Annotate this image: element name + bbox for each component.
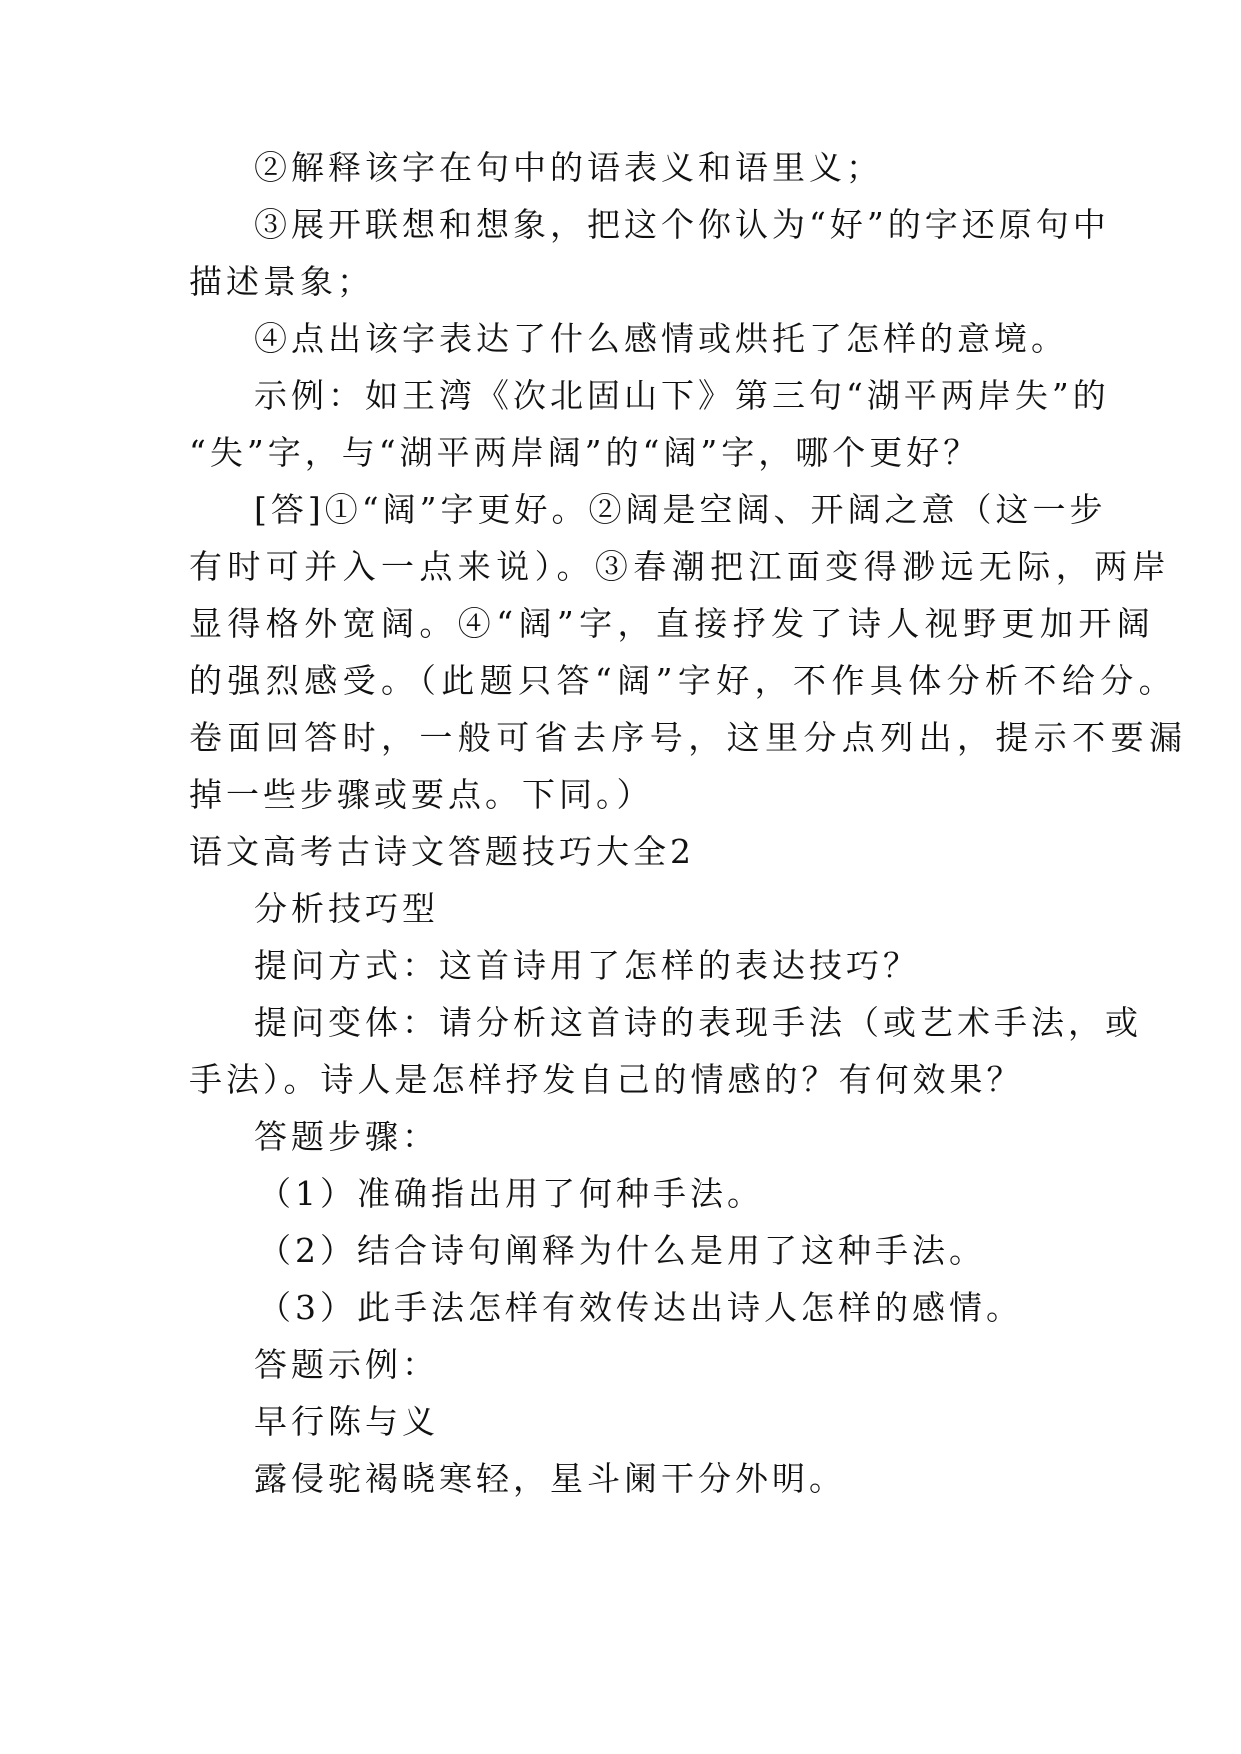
paragraph-line-12: 掉一些步骤或要点。下同。） — [189, 775, 654, 814]
paragraph-line-3: 描述景象； — [189, 262, 374, 301]
list-item-3: （3）此手法怎样有效传达出诗人怎样的感情。 — [258, 1288, 1023, 1327]
paragraph-line-8: 有时可并入一点来说）。③春潮把江面变得渺远无际，两岸 — [189, 547, 1171, 586]
paragraph-line-13: 提问方式：这首诗用了怎样的表达技巧？ — [254, 946, 920, 985]
paragraph-line-9: 显得格外宽阔。④“阔”字，直接抒发了诗人视野更加开阔 — [189, 604, 1156, 643]
paragraph-line-7: [答]①“阔”字更好。②阔是空阔、开阔之意（这一步 — [254, 490, 1107, 529]
paragraph-line-17: 答题示例： — [254, 1345, 439, 1384]
section-heading: 语文高考古诗文答题技巧大全2 — [189, 832, 695, 871]
paragraph-line-4: ④点出该字表达了什么感情或烘托了怎样的意境。 — [254, 319, 1068, 358]
paragraph-line-10: 的强烈感受。（此题只答“阔”字好，不作具体分析不给分。 — [189, 661, 1178, 700]
list-item-1: （1）准确指出用了何种手法。 — [258, 1174, 764, 1213]
poem-title: 早行陈与义 — [254, 1402, 439, 1441]
paragraph-line-5: 示例：如王湾《次北固山下》第三句“湖平两岸失”的 — [254, 376, 1110, 415]
paragraph-line-6: “失”字，与“湖平两岸阔”的“阔”字，哪个更好？ — [189, 433, 981, 472]
paragraph-line-1: ②解释该字在句中的语表义和语里义； — [254, 148, 883, 187]
subheading: 分析技巧型 — [254, 889, 439, 928]
poem-line-1: 露侵驼褐晓寒轻，星斗阑干分外明。 — [254, 1459, 846, 1498]
paragraph-line-2: ③展开联想和想象，把这个你认为“好”的字还原句中 — [254, 205, 1110, 244]
paragraph-line-11: 卷面回答时，一般可省去序号，这里分点列出，提示不要漏 — [189, 718, 1188, 757]
paragraph-line-15: 手法）。诗人是怎样抒发自己的情感的？有何效果？ — [189, 1060, 1024, 1099]
list-item-2: （2）结合诗句阐释为什么是用了这种手法。 — [258, 1231, 986, 1270]
paragraph-line-14: 提问变体：请分析这首诗的表现手法（或艺术手法，或 — [254, 1003, 1142, 1042]
paragraph-line-16: 答题步骤： — [254, 1117, 439, 1156]
